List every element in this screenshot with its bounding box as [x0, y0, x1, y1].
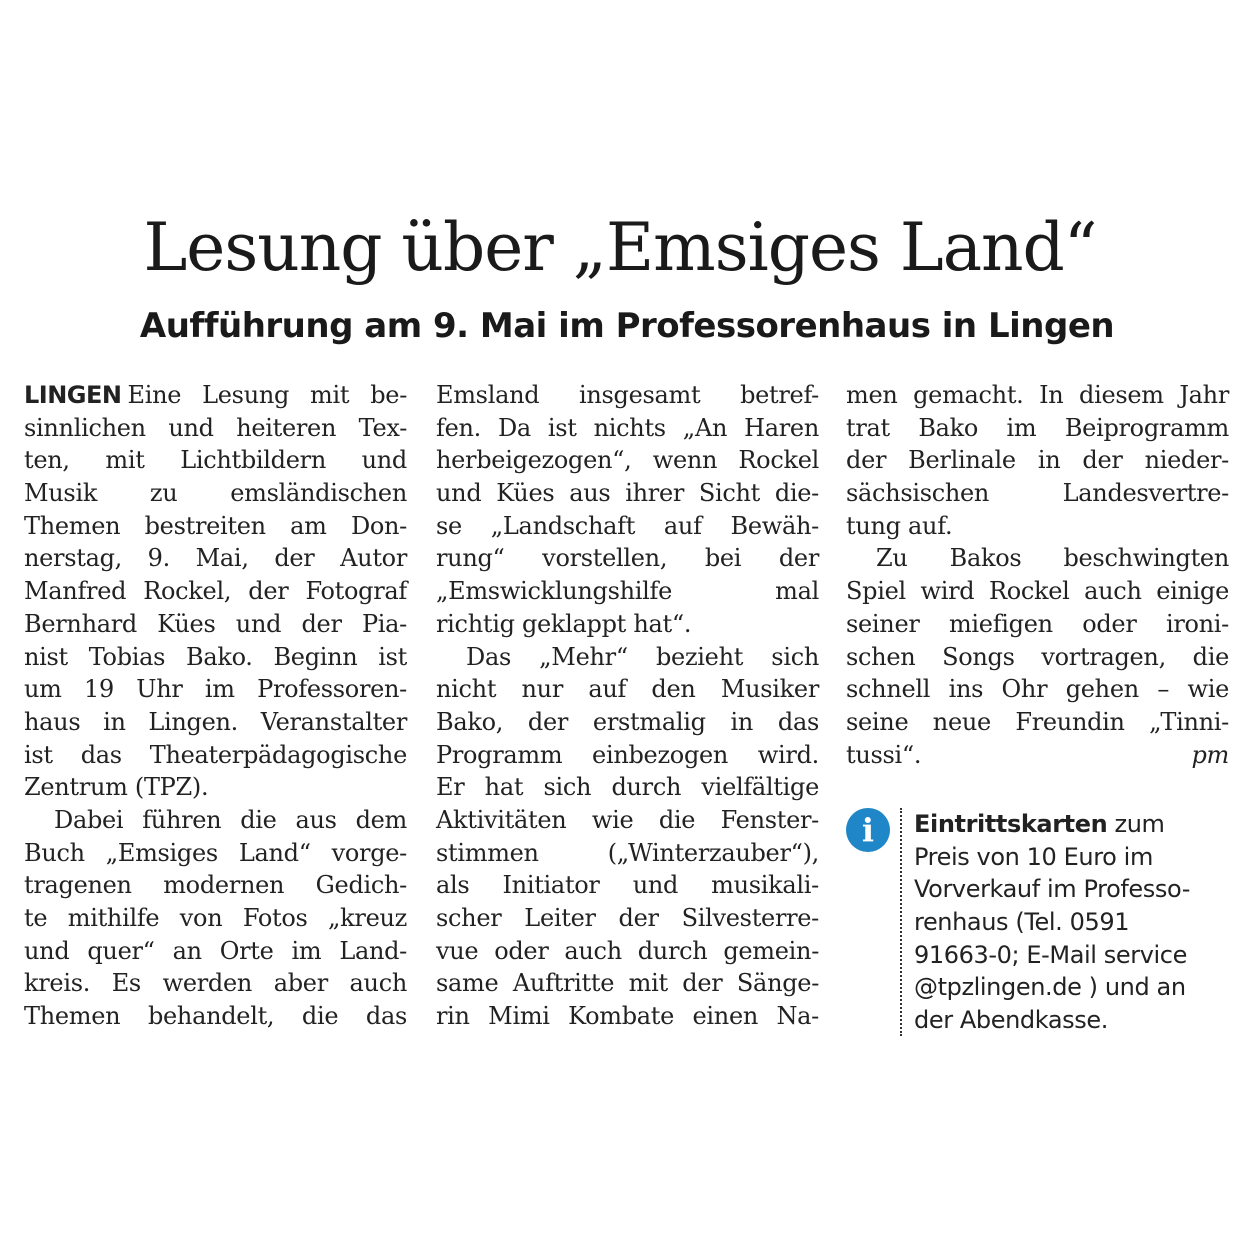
text-line: Preis von 10 Euro im	[914, 842, 1153, 871]
text-line: ist das Theaterpädagogische	[24, 740, 407, 769]
text-line: Dabei führen die aus dem	[54, 805, 407, 834]
text-line: schnell ins Ohr gehen – wie	[846, 675, 1229, 704]
text-line: haus in Lingen. Veranstalter	[24, 707, 407, 736]
text-line: @tpzlingen.de ) und an	[914, 973, 1186, 1002]
text-line: renhaus (Tel. 0591	[914, 908, 1130, 937]
text-line: Vorverkauf im Professo-	[914, 875, 1190, 904]
text-line: kreis. Es werden aber auch	[24, 969, 407, 998]
ticket-info-text	[914, 808, 1234, 1037]
text-line: Buch „Emsiges Land“ vorge-	[24, 838, 407, 867]
article-headline: Lesung über „Emsiges Land“	[143, 209, 1097, 286]
text-line: Zentrum (TPZ).	[24, 773, 209, 802]
dateline: LINGEN	[24, 381, 122, 409]
text-line: Musik zu emsländischen	[24, 479, 407, 508]
text-line: fen. Da ist nichts „An Haren	[436, 413, 819, 442]
text-line: rin Mimi Kombate einen Na-	[436, 1002, 819, 1031]
text-line: rung“ vorstellen, bei der	[436, 544, 819, 573]
text-line: schen Songs vortragen, die	[846, 642, 1229, 671]
article-column-3	[846, 379, 1229, 771]
text-line: der Abendkasse.	[914, 1006, 1108, 1035]
text-line: trat Bako im Beiprogramm	[846, 413, 1229, 442]
text-line: Er hat sich durch vielfältige	[436, 773, 819, 802]
text-line: um 19 Uhr im Professoren-	[24, 675, 407, 704]
text-line: Themen bestreiten am Don-	[24, 511, 407, 540]
text-line: ten, mit Lichtbildern und	[24, 446, 407, 475]
text-line: nerstag, 9. Mai, der Autor	[24, 544, 407, 573]
text-line: herbeigezogen“, wenn Rockel	[436, 446, 819, 475]
text-line: seiner miefigen oder ironi-	[846, 609, 1229, 638]
text-line: te mithilfe von Fotos „kreuz	[24, 904, 407, 932]
closing-line	[846, 739, 1229, 772]
text-line: sächsischen Landesvertre-	[846, 479, 1229, 508]
text-line: scher Leiter der Silvesterre-	[436, 904, 819, 932]
text-line: Das „Mehr“ bezieht sich	[466, 642, 819, 671]
text-line: Zu Bakos beschwingten	[876, 544, 1229, 573]
text-line: se „Landschaft auf Bewäh-	[436, 511, 819, 540]
text-line: men gemacht. In diesem Jahr	[846, 381, 1229, 409]
text-line: Eintrittskarten zum	[914, 810, 1165, 838]
text-line: Manfred Rockel, der Fotograf	[24, 577, 407, 606]
text-line: Emsland insgesamt betref-	[436, 381, 819, 409]
info-divider	[900, 808, 902, 1036]
article-column-2	[436, 379, 819, 1033]
info-lead: Eintrittskarten	[914, 810, 1108, 838]
text-line: tung auf.	[846, 511, 953, 540]
text-line: tussi“.	[846, 740, 922, 769]
info-icon: i	[846, 808, 890, 852]
text-line: als Initiator und musikali-	[436, 871, 819, 900]
text-line: same Auftritte mit der Sänge-	[436, 969, 819, 998]
text-line: seine neue Freundin „Tinni-	[846, 707, 1229, 736]
text-line: Programm einbezogen wird.	[436, 740, 819, 769]
text-line: „Emswicklungshilfe mal	[436, 577, 819, 606]
text-line: 91663-0; E-Mail service	[914, 940, 1187, 969]
text-line: Bako, der erstmalig in das	[436, 707, 819, 736]
text-line: Bernhard Kües und der Pia-	[24, 609, 407, 638]
text-line: und Kües aus ihrer Sicht die-	[436, 479, 819, 508]
text-line: LINGEN Eine Lesung mit be-	[24, 381, 407, 409]
article-subheadline: Aufführung am 9. Mai im Professorenhaus in Lingen	[139, 306, 1115, 346]
text-line: vue oder auch durch gemein-	[436, 936, 819, 965]
article-column-1	[24, 379, 407, 1033]
text-line: tragenen modernen Gedich-	[24, 871, 407, 900]
text-line: der Berlinale in der nieder-	[846, 446, 1229, 475]
text-line: nicht nur auf den Musiker	[436, 675, 819, 704]
text-line: und quer“ an Orte im Land-	[24, 936, 407, 965]
text-line: Spiel wird Rockel auch einige	[846, 577, 1229, 606]
text-line: Themen behandelt, die das	[24, 1002, 407, 1031]
author-signature: pm	[1191, 740, 1229, 769]
text-line: richtig geklappt hat“.	[436, 609, 692, 638]
text-line: stimmen („Winterzauber“),	[436, 838, 819, 867]
text-line: Aktivitäten wie die Fenster-	[436, 805, 819, 834]
text-line: sinnlichen und heiteren Tex-	[24, 413, 407, 442]
text-line: nist Tobias Bako. Beginn ist	[24, 642, 407, 671]
